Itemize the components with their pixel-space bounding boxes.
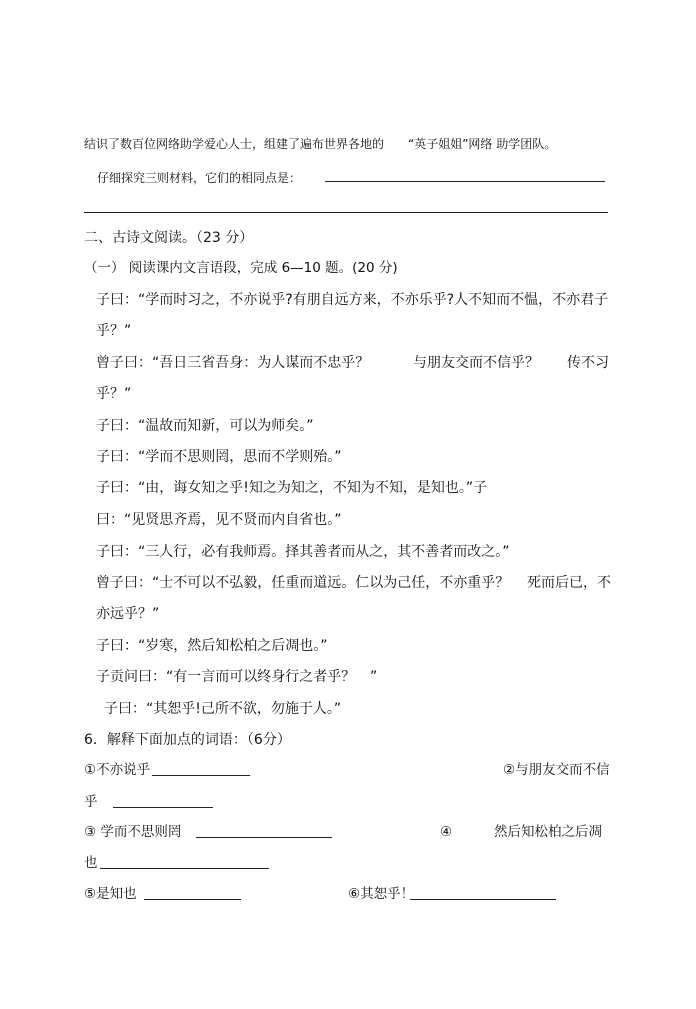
intro-line-2: 仔细探究三则材料，它们的相同点是： bbox=[97, 171, 302, 185]
q6-item-2-cont: 乎 bbox=[84, 794, 98, 810]
passage-line: 传不习 bbox=[567, 355, 609, 371]
passage-line: ” bbox=[370, 669, 378, 685]
passage-line: 子曰：“学而时习之，不亦说乎?有朋自远方来，不亦乐乎?人不知而不愠，不亦君子 bbox=[96, 292, 609, 308]
question-6-title: 6．解释下面加点的词语：（6分） bbox=[84, 732, 291, 748]
q6-item-1: ①不亦说乎 bbox=[84, 762, 151, 778]
answer-blank-common-continued[interactable] bbox=[84, 212, 608, 213]
passage-line: 子曰：“学而不思则罔，思而不学则殆。” bbox=[96, 449, 342, 465]
passage-line: 曾子曰：“士不可以不弘毅，任重而道远。仁以为己任，不亦重乎？ bbox=[96, 575, 510, 591]
q6-item-6-blank[interactable] bbox=[410, 899, 556, 900]
passage-line: 与朋友交而不信乎？ bbox=[413, 355, 539, 371]
q6-item-6: ⑥其恕乎！ bbox=[348, 886, 415, 902]
section-2-heading: 二、古诗文阅读。（23 分） bbox=[84, 230, 254, 246]
q6-item-2: ②与朋友交而不信 bbox=[503, 762, 610, 778]
q6-item-2-blank[interactable] bbox=[113, 807, 213, 808]
passage-line: 亦远乎？” bbox=[96, 606, 160, 622]
part-1-heading: （一） 阅读课内文言语段，完成 6—10 题。(20 分) bbox=[84, 260, 398, 276]
q6-item-5: ⑤是知也 bbox=[84, 886, 137, 902]
passage-line: 曾子曰：“吾日三省吾身：为人谋而不忠乎？ bbox=[96, 355, 370, 371]
q6-item-4-blank[interactable] bbox=[100, 868, 269, 869]
intro-line-1: 结识了数百位网络助学爱心人士，组建了遍布世界各地的 bbox=[84, 137, 385, 151]
q6-item-5-blank[interactable] bbox=[144, 899, 241, 900]
q6-item-4-number: ④ bbox=[440, 824, 453, 840]
passage-line: 曰：“见贤思齐焉，见不贤而内自省也。” bbox=[96, 512, 342, 528]
passage-line: 死而后已，不 bbox=[527, 575, 611, 591]
q6-item-3: ③ 学而不思则罔 bbox=[84, 824, 182, 840]
passage-line: 乎？” bbox=[96, 323, 132, 339]
q6-item-3-blank[interactable] bbox=[196, 837, 332, 838]
passage-line: 子贡问曰：“有一言而可以终身行之者乎？ bbox=[96, 669, 356, 685]
intro-line-1-quote: “英子姐姐”网络 助学团队。 bbox=[408, 137, 557, 151]
answer-blank-common[interactable] bbox=[325, 181, 605, 182]
q6-item-1-blank[interactable] bbox=[152, 775, 250, 776]
passage-line: 子曰：“温故而知新，可以为师矣。” bbox=[96, 418, 314, 434]
passage-line: 子曰：“岁寒，然后知松柏之后凋也。” bbox=[96, 638, 328, 654]
q6-item-4-cont: 也 bbox=[84, 855, 98, 871]
passage-line: 子曰：“三人行，必有我师焉。择其善者而从之，其不善者而改之。” bbox=[96, 544, 510, 560]
passage-line: 乎？” bbox=[96, 386, 132, 402]
q6-item-4: 然后知松柏之后凋 bbox=[494, 824, 602, 840]
passage-line: 子曰：“由，诲女知之乎!知之为知之，不知为不知，是知也。”子 bbox=[96, 480, 488, 496]
passage-line: 子曰：“其恕乎!己所不欲，勿施于人。” bbox=[104, 701, 342, 717]
